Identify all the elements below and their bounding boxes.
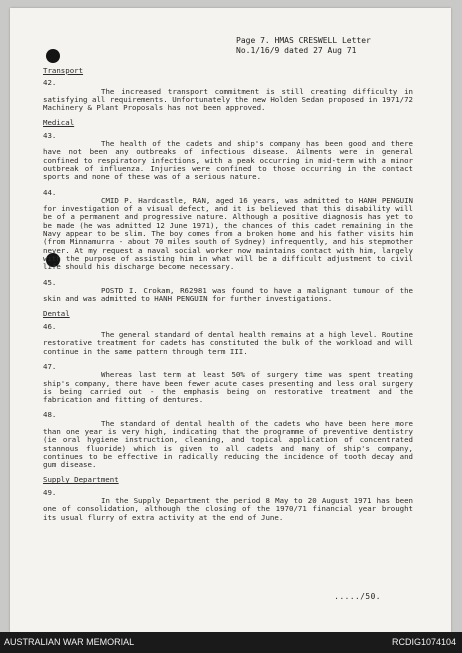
document-page [10,8,451,632]
paragraph-text: The health of the cadets and ship's company has been good and there have not been any outbreaks of infectious disease. Ailments were in general confined to respiratory infections, with a peak occurring in mid-term with a minor outbreak of influenza. Injuries were confined to those occurring in the contact sports and none of these was of a serious nature. [43,139,413,182]
section-heading-dental: Dental [43,309,70,319]
archive-footer-bar [0,632,462,653]
paragraph-number: 47. [43,361,57,371]
paragraph-number: 42. [43,78,57,88]
paragraph-42 [43,79,413,112]
paragraph-45 [43,279,413,304]
paragraph-48 [43,411,413,469]
section-heading-supply-department: Supply Department [43,475,119,485]
paragraph-number: 46. [43,321,57,331]
continuation-marker: ...../50. [334,592,381,601]
paragraph-number: 43. [43,130,57,140]
page-header-line-2: No.1/16/9 dated 27 Aug 71 [236,46,357,55]
paragraph-number: 44. [43,187,57,197]
paragraph-44 [43,189,413,272]
paragraph-text: Whereas last term at least 50% of surgery time was spent treating ship's company, there have been fewer acute cases presenting and less oral surgery is being carried out - the emphasis being on restorative treatment and the fabrication and fitting of dentures. [43,370,413,405]
page-header [236,36,446,56]
paragraph-47 [43,363,413,404]
section-heading-transport: Transport [43,66,84,75]
section-heading-medical: Medical [43,118,75,128]
paragraph-number: 45. [43,277,57,287]
paragraph-text: The general standard of dental health remains at a high level. Routine restorative treatment for cadets has constituted the bulk of the workload and will continue in the same pattern through term III. [43,330,413,356]
page-header-line-1: Page 7. HMAS CRESWELL Letter [236,36,371,45]
paragraph-46 [43,323,413,356]
archive-name: AUSTRALIAN WAR MEMORIAL [4,637,135,647]
paragraph-number: 49. [43,487,57,497]
paragraph-text: In the Supply Department the period 8 May to 20 August 1971 has been one of consolidation, although the closing of the 1970/71 financial year brought its usual flurry of extra activity at the end of June. [43,496,413,522]
paragraph-43 [43,132,413,182]
punch-hole-top [46,49,60,63]
paragraph-text: CMID P. Hardcastle, RAN, aged 16 years, was admitted to HANH PENGUIN for investigation of a visual defect, and it is believed that this disability will be of a permanent and progressive nature. Although a positive diagnosis has yet to be made (he was admitted 12 June 1971), the chances of this cadet remaining in the Navy appear to be slim. The boy comes from a broken home and his father visits him (from Minnamurra - about 70 miles south of Sydney) infrequently, and his stepmother never. At my request a naval social worker now maintains contact with him, largely with the purpose of assisting him in what will be a difficult adjustment to civil life should his discharge become necessary. [43,195,413,272]
paragraph-text: POSTD I. Crokam, R62981 was found to have a malignant tumour of the skin and was admitted to HANH PENGUIN for further investigations. [43,285,413,304]
paragraph-number: 48. [43,410,57,420]
paragraph-49 [43,489,413,522]
paragraph-text: The standard of dental health of the cadets who have been here more than one year is very high, indicating that the programme of preventive dentistry (ie oral hygiene instruction, cleaning, and topical application of concentrated stannous fluoride) which is given to all cadets and many of ship's company, continues to be effective in radically reducing the incidence of tooth decay and gum disease. [43,418,413,470]
record-id: RCDIG1074104 [391,637,456,647]
paragraph-text: The increased transport commitment is still creating difficulty in satisfying all requirements. Unfortunately the new Holden Sedan proposed in 1971/72 Machinery & Plant Proposals has not been approved. [43,86,413,113]
letter-body [43,64,413,529]
